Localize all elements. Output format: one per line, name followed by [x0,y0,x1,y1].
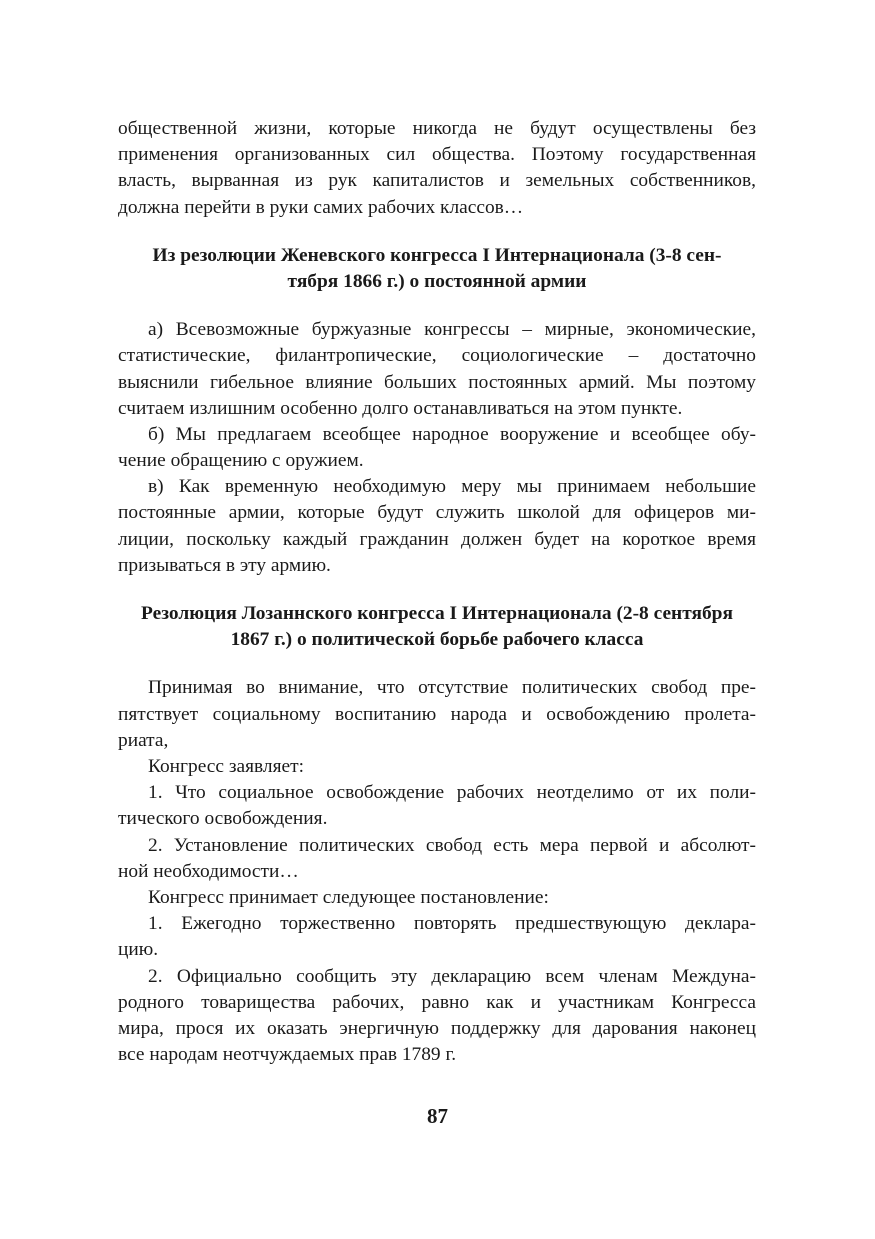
section-heading-lausanne [118,601,756,653]
text-line: постоянные армии, которые будут служить школой для офицеров ми- [118,502,756,524]
heading-line: тября 1866 г.) о постоянной армии [287,270,587,292]
text-line: общественной жизни, которые никогда не будут осуществлены без [118,118,756,139]
text-line: все народам неотчуждаемых прав 1789 г. [118,1044,457,1066]
paragraph-a [118,317,756,422]
text-line: власть, вырванная из рук капиталистов и земельных собственников, [118,170,756,192]
text-line: применения организованных сил общества. Поэтому государственная [118,144,756,166]
text-line: должна перейти в руки самих рабочих классов… [118,196,524,218]
text-line: лиции, поскольку каждый гражданин должен будет на короткое время [118,528,756,550]
text-line: б) Мы предлагаем всеобщее народное вооружение и всеобщее обу- [148,423,756,445]
text-line: 2. Официально сообщить эту декларацию всем членам Междуна- [148,965,756,987]
paragraph-resolution-intro [118,885,756,911]
intro-paragraph [118,116,756,221]
text-line: пятствует социальному воспитанию народа и освобождению пролета- [118,703,756,725]
text-line: 2. Установление политических свобод есть мера первой и абсолют- [148,834,756,856]
text-line: Конгресс заявляет: [148,756,304,777]
heading-line: Резолюция Лозаннского конгресса I Интернационала (2-8 сентября [141,603,733,625]
paragraph-b [118,422,756,474]
heading-line: Из резолюции Женевского конгресса I Интернационала (3-8 сен- [152,244,722,266]
text-line: родного товарищества рабочих, равно как и участникам Конгресса [118,991,756,1013]
paragraph-v [118,474,756,579]
text-line: цию. [118,939,159,961]
text-line: выяснили гибельное влияние больших постоянных армий. Мы поэтому [118,371,756,393]
text-line: призываться в эту армию. [118,554,331,576]
text-line: а) Всевозможные буржуазные конгрессы – мирные, экономические, [148,319,756,341]
text-line: 1. Что социальное освобождение рабочих неотделимо от их поли- [148,782,756,804]
heading-line: 1867 г.) о политической борьбе рабочего класса [230,629,644,651]
paragraph-point-2 [118,833,756,885]
page-number: 87 [427,1104,448,1128]
text-line: статистические, филантропические, социологические – достаточно [118,345,756,367]
section-heading-geneva [118,243,756,295]
text-line: ной необходимости… [118,860,299,882]
text-line: Принимая во внимание, что отсутствие политических свобод пре- [148,677,756,699]
text-line: считаем излишним особенно долго останавливаться на этом пункте. [118,397,683,419]
paragraph-point-1 [118,780,756,832]
text-line: в) Как временную необходимую меру мы принимаем небольшие [148,476,756,498]
text-line: 1. Ежегодно торжественно повторять предшествующую деклара- [148,913,756,935]
page-body [118,116,756,1068]
text-line: чение обращению с оружием. [118,450,364,472]
paragraph-declares [118,754,756,780]
text-line: тического освобождения. [118,808,328,830]
paragraph-preamble [118,675,756,754]
text-line: мира, прося их оказать энергичную поддержку для дарования наконец [118,1017,756,1039]
paragraph-resolution-2 [118,964,756,1069]
text-line: риата, [118,729,169,751]
paragraph-resolution-1 [118,911,756,963]
text-line: Конгресс принимает следующее постановление: [148,886,549,908]
